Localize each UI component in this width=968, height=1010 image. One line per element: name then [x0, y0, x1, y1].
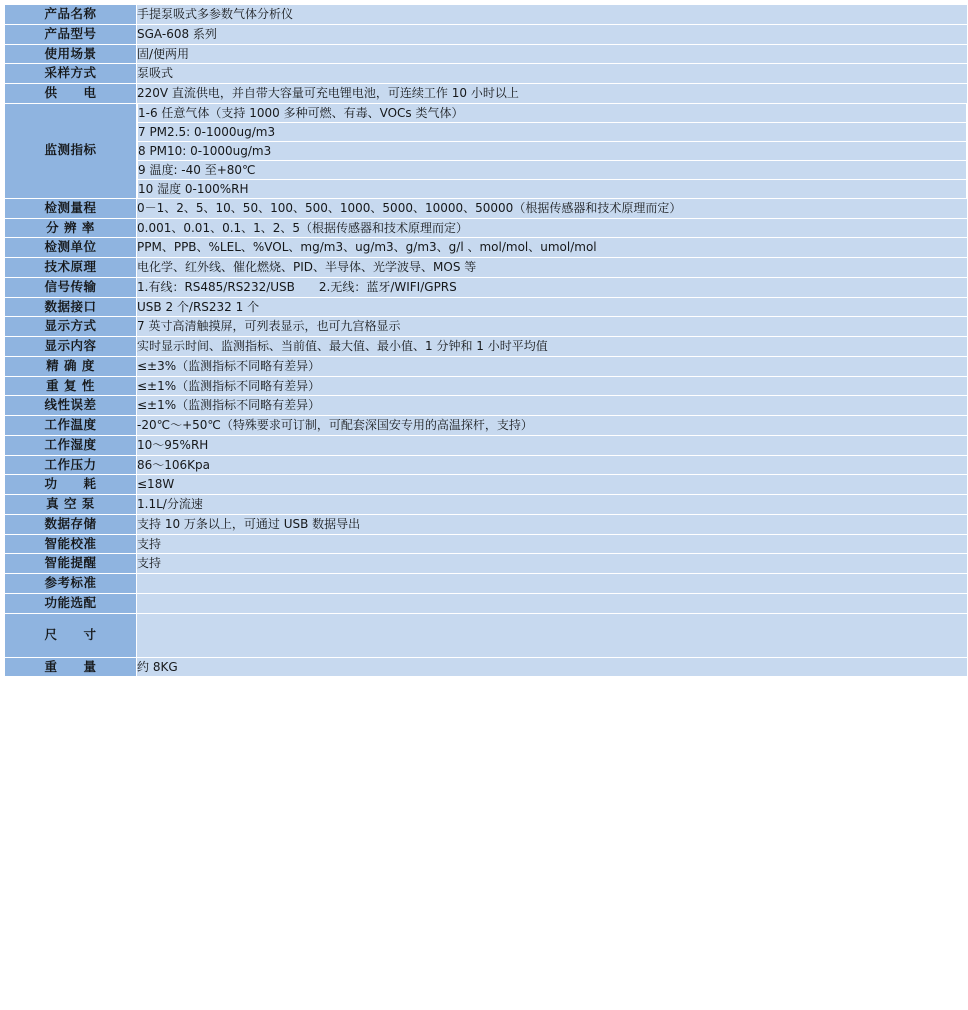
- list-item: [137, 614, 967, 636]
- row-value: 86～106Kpa: [137, 455, 968, 475]
- row-label: 工作压力: [5, 455, 137, 475]
- table-row: [5, 198, 968, 218]
- optional-functions-list: [137, 614, 967, 657]
- row-label: 工作湿度: [5, 435, 137, 455]
- row-label: [5, 677, 137, 678]
- row-label: 重 量: [5, 657, 137, 677]
- row-label: 功能选配: [5, 593, 137, 613]
- table-row: [5, 657, 968, 677]
- table-row-monitoring-indicators: [5, 103, 968, 198]
- row-value: 10～95%RH: [137, 435, 968, 455]
- row-label: 工作温度: [5, 416, 137, 436]
- row-value: ≤18W: [137, 475, 968, 495]
- table-row: [5, 317, 968, 337]
- table-row: [5, 574, 968, 594]
- row-value: ≤±1%（监测指标不同略有差异）: [137, 376, 968, 396]
- table-row: [5, 337, 968, 357]
- table-row: [5, 297, 968, 317]
- table-row: [5, 455, 968, 475]
- row-label: 数据存储: [5, 514, 137, 534]
- row-label: 检测单位: [5, 238, 137, 258]
- table-row: [5, 258, 968, 278]
- row-value: [137, 613, 968, 657]
- table-row: [5, 84, 968, 104]
- table-row-reference-standards: [5, 593, 968, 613]
- list-item: 8 PM10: 0-1000ug/m3: [138, 141, 967, 160]
- row-label: 智能校准: [5, 534, 137, 554]
- row-value: 泵吸式: [137, 64, 968, 84]
- row-label: 监测指标: [5, 103, 137, 198]
- row-value: 固/便两用: [137, 44, 968, 64]
- row-value: -20℃～+50℃（特殊要求可订制，可配套深国安专用的高温探杆，支持）: [137, 416, 968, 436]
- list-item: 9 温度: -40 至+80℃: [138, 160, 967, 179]
- row-value: 0－1、2、5、10、50、100、500、1000、5000、10000、50000（根据传感器和技术原理而定）: [137, 198, 968, 218]
- row-value: [137, 593, 968, 613]
- table-row: [5, 376, 968, 396]
- table-row: [5, 64, 968, 84]
- row-label: 真 空 泵: [5, 495, 137, 515]
- monitoring-indicator-list: [137, 104, 967, 198]
- row-label: 检测量程: [5, 198, 137, 218]
- row-value: ≤±3%（监测指标不同略有差异）: [137, 356, 968, 376]
- row-label: 数据接口: [5, 297, 137, 317]
- row-value: 0.001、0.01、0.1、1、2、5（根据传感器和技术原理而定）: [137, 218, 968, 238]
- product-spec-table: [4, 4, 968, 678]
- row-value: 支持: [137, 534, 968, 554]
- row-value: 实时显示时间、监测指标、当前值、最大值、最小值、1 分钟和 1 小时平均值: [137, 337, 968, 357]
- table-row: [5, 534, 968, 554]
- table-row: [5, 475, 968, 495]
- row-label: 尺 寸: [5, 613, 137, 657]
- list-item: 7 PM2.5: 0-1000ug/m3: [138, 122, 967, 141]
- row-label: 产品名称: [5, 5, 137, 25]
- row-label: 使用场景: [5, 44, 137, 64]
- row-label: 重 复 性: [5, 376, 137, 396]
- table-row-optional-functions: [5, 613, 968, 657]
- table-row: [5, 677, 968, 678]
- list-item: 1-6 任意气体（支持 1000 多种可燃、有毒、VOCs 类气体）: [138, 104, 967, 123]
- row-value: ≤±1%（监测指标不同略有差异）: [137, 396, 968, 416]
- row-value: 电化学、红外线、催化燃烧、PID、半导体、光学波导、MOS 等: [137, 258, 968, 278]
- row-label: 信号传输: [5, 277, 137, 297]
- row-value: 220V 直流供电，并自带大容量可充电锂电池，可连续工作 10 小时以上: [137, 84, 968, 104]
- row-label: 技术原理: [5, 258, 137, 278]
- row-value: [137, 103, 968, 198]
- row-label: 参考标准: [5, 574, 137, 594]
- table-row: [5, 238, 968, 258]
- table-row: [5, 416, 968, 436]
- row-label: 精 确 度: [5, 356, 137, 376]
- row-value: [137, 574, 968, 594]
- row-value: 7 英寸高清触摸屏，可列表显示，也可九宫格显示: [137, 317, 968, 337]
- row-label: 智能提醒: [5, 554, 137, 574]
- row-label: 分 辨 率: [5, 218, 137, 238]
- standards-list: [137, 600, 967, 606]
- row-label: 功 耗: [5, 475, 137, 495]
- row-value: 1.有线：RS485/RS232/USB 2.无线：蓝牙/WIFI/GPRS: [137, 277, 968, 297]
- row-value: SGA-608 系列: [137, 24, 968, 44]
- table-row: [5, 435, 968, 455]
- list-item: 10 湿度 0-100%RH: [138, 179, 967, 198]
- table-row: [5, 5, 968, 25]
- row-value: [137, 677, 968, 678]
- list-item: [137, 635, 967, 657]
- row-value: 1.1L/分流速: [137, 495, 968, 515]
- table-row: [5, 356, 968, 376]
- table-row: [5, 24, 968, 44]
- row-label: 产品型号: [5, 24, 137, 44]
- row-value: 支持 10 万条以上，可通过 USB 数据导出: [137, 514, 968, 534]
- row-value: 约 8KG: [137, 657, 968, 677]
- row-value: USB 2 个/RS232 1 个: [137, 297, 968, 317]
- table-row: [5, 44, 968, 64]
- row-label: 供 电: [5, 84, 137, 104]
- row-label: 显示方式: [5, 317, 137, 337]
- table-row: [5, 514, 968, 534]
- table-row: [5, 218, 968, 238]
- table-row: [5, 554, 968, 574]
- row-label: 显示内容: [5, 337, 137, 357]
- table-row: [5, 495, 968, 515]
- row-value: PPM、PPB、%LEL、%VOL、mg/m3、ug/m3、g/m3、g/l 、mol/mol、umol/mol: [137, 238, 968, 258]
- table-row: [5, 396, 968, 416]
- row-label: 线性误差: [5, 396, 137, 416]
- row-value: 手提泵吸式多参数气体分析仪: [137, 5, 968, 25]
- row-value: 支持: [137, 554, 968, 574]
- table-row: [5, 277, 968, 297]
- list-item: [137, 605, 967, 606]
- row-label: 采样方式: [5, 64, 137, 84]
